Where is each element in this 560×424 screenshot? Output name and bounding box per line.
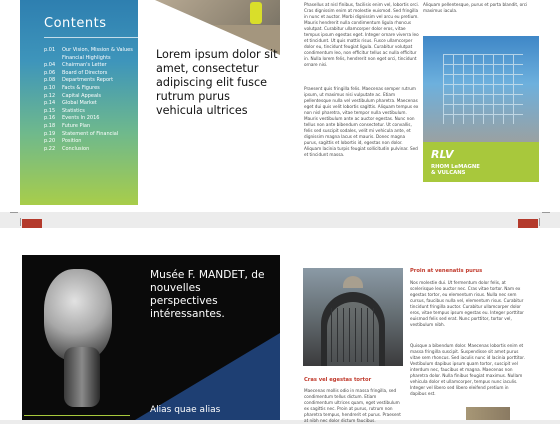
- contents-item[interactable]: [44, 93, 154, 101]
- contents-page-number: p.19: [44, 130, 56, 137]
- clock-icon: [343, 276, 363, 288]
- contents-divider: [44, 37, 148, 38]
- contents-page-number: [44, 55, 62, 63]
- contents-item[interactable]: [44, 146, 154, 154]
- pull-quote: Lorem ipsum dolor sit amet, consectetur adipiscing elit fusce rutrum purus vehicula ultrices: [156, 48, 278, 117]
- logo-band: [423, 142, 539, 182]
- article-column: Nos molestie dui. Ut fermentum dolor felis, at scelerisque leo auctor nec. Cras vitae tortor. Nam ex egestas tortor, eu elementum risus. Nulla nec sem cursus, faucibus nulla vel, elementum risus. Curabitur tincidunt fringilla auctor. Curabitur ullamcorper dolor eros, vitae tempus ipsum egestas eu. Integer porttitor euismod felis sed erat. Nunc porttitor, tortor vel, vestibulum nibh.: [410, 280, 524, 327]
- museum-subtitle: Alias quae alias: [150, 405, 221, 415]
- contents-item[interactable]: [44, 108, 154, 116]
- crop-mark: [539, 218, 540, 226]
- rlv-logo: RLV: [431, 148, 454, 161]
- contents-page-number: p.01: [44, 47, 56, 53]
- contents-label: Facts & Figures: [62, 84, 100, 91]
- section-heading: Cras vel egestas tortor: [304, 377, 372, 383]
- contents-page-number: p.15: [44, 107, 56, 114]
- small-photo: [466, 407, 510, 420]
- article-column: Praesent quis fringilla felis. Maecenas semper rutrum ipsum, ut maximus nisi vulputate ac. Etiam pellentesque nulla vel vestibulum pharetra. Maecenas eget dui quis velit lobortis sagittis. Aliquam tempus ex non nisl pharetra, vitae tempor nulla vestibulum. Mauris vestibulum ante ac auctor egestas. Nunc non tellus non ante bibendum consectetur. Ut convallis, felis sed suscipit sodales, velit mi vehicula ante, et dignissim magna lacus et mauris. Donec magna purus, sagittis et lobortis id, egestas non dolor. Aliquam lacinia turpis feugiat sollicitudin pulvinar. Sed et tincidunt massa.: [304, 86, 419, 157]
- contents-page-number: p.04: [44, 62, 56, 69]
- article-column: Quisque a bibendum dolor. Maecenas lobortis enim et massa fringilla suscipit. Suspendisse sit amet purus vitae sem rhoncus. Sed iaculis nunc id lacinia porttitor. Vestibulum dapibus ipsum quam tortor, suscipit vel interdum nec, faucibus et magna. Maecenas non pharetra dolor. Nulla finibus feugiat maximus. Nullam vehicula dolor et ullamcorper, tempus nunc iaculis. Integer vel libero sed libero eleifend pretium in dapibus est.: [410, 343, 525, 396]
- contents-item[interactable]: [44, 70, 154, 78]
- crop-mark: [20, 218, 21, 226]
- article-column: Phasellus at nisl finibus, facilisis enim vel, lobortis orci. Cras dignissim enim at molestie euismod. Sed fringilla in nunc et auctor. Morbi dignissim vel arcu eu pretium. Mauris hendrerit nulla condimentum ligula rhoncus volutpat. Curabitur ullamcorper dolor eros, vitae tempus ipsum egestas eget. Integer ornare viverra leo et tincidunt. Ut quis mattis risus. Fusce ullamcorper dolor eu, tincidunt feugiat ligula. Curabitur volutpat condimentum leo, non efficitur tellus ac nulla efficitur in. Nulla lorem felis, hendrerit non eget orci, tincidunt ornare nisi.: [304, 2, 419, 67]
- contents-item[interactable]: [44, 77, 154, 85]
- contents-item[interactable]: [44, 47, 154, 55]
- contents-label: Conclusion: [62, 145, 90, 152]
- contents-item[interactable]: [44, 123, 154, 131]
- arch-window-grid: [331, 308, 375, 362]
- contents-label: Departments Report: [62, 77, 114, 84]
- contents-label: Financial Highlights: [62, 54, 111, 61]
- contents-page-number: p.16: [44, 115, 56, 122]
- contents-item[interactable]: [44, 85, 154, 93]
- contents-label: Global Market: [62, 100, 97, 107]
- contents-label: Statement of Financial: [62, 130, 119, 137]
- contents-item[interactable]: [44, 100, 154, 108]
- green-divider: [24, 415, 130, 416]
- contents-panel: [20, 0, 138, 205]
- contents-label: Board of Directors: [62, 69, 108, 76]
- contents-label: Position: [62, 138, 82, 145]
- logo-caption: [431, 164, 480, 176]
- article-column: Maecenas mollis odio in massa fringilla, sed condimentum tellus dictum. Etiam condimentum ultrices quam, eget vestibulum ex sagittis nec. Proin at purus, rutrum non pharetra tempus, hendrerit et purus. Praesent at nibh nec dolor dictum faucibus.: [304, 388, 401, 423]
- contents-page-number: p.10: [44, 84, 56, 91]
- contents-page-number: p.22: [44, 145, 56, 152]
- contents-page-number: p.20: [44, 138, 56, 145]
- construction-site-photo: [155, 0, 280, 55]
- contents-label: Events In 2016: [62, 115, 100, 122]
- section-heading: Proin at venenatis purus: [410, 268, 483, 274]
- contents-label: Capital Appeals: [62, 92, 102, 99]
- contents-item[interactable]: [44, 55, 154, 63]
- contents-list: [44, 47, 154, 153]
- contents-page-number: p.06: [44, 69, 56, 76]
- contents-item[interactable]: [44, 131, 154, 139]
- museum-headline: Musée F. MANDET, de nouvelles perspectives intéressantes.: [150, 269, 265, 320]
- bust-panel: [22, 255, 280, 420]
- crop-mark: [542, 212, 550, 213]
- bust-neck: [64, 347, 100, 407]
- contents-page-number: p.08: [44, 77, 56, 84]
- glass-facade: [443, 54, 523, 124]
- station-archway-photo: [303, 268, 403, 366]
- logo-line: & VULCANS: [431, 170, 466, 176]
- contents-page-number: p.14: [44, 100, 56, 107]
- contents-item[interactable]: [44, 138, 154, 146]
- contents-title: Contents: [44, 16, 107, 31]
- contents-item[interactable]: [44, 115, 154, 123]
- contents-page-number: p.18: [44, 122, 56, 129]
- contents-label: Our Vision, Mission & Values: [62, 47, 133, 53]
- photo-diagonal-cut: [155, 0, 280, 55]
- contents-label: Chairman's Letter: [62, 62, 107, 69]
- contents-label: Future Plan: [62, 122, 91, 129]
- logo-line: RHOM LeMAGNE: [431, 164, 480, 170]
- contents-item[interactable]: [44, 62, 154, 70]
- contents-page-number: p.12: [44, 92, 56, 99]
- article-column: Aliquam pellentesque, purus et porta blandit, orci maximus iacula.: [423, 2, 528, 13]
- glass-building-photo: [423, 36, 539, 142]
- crop-mark: [10, 212, 18, 213]
- spread-page-contents: [0, 0, 280, 212]
- contents-label: Statistics: [62, 107, 85, 114]
